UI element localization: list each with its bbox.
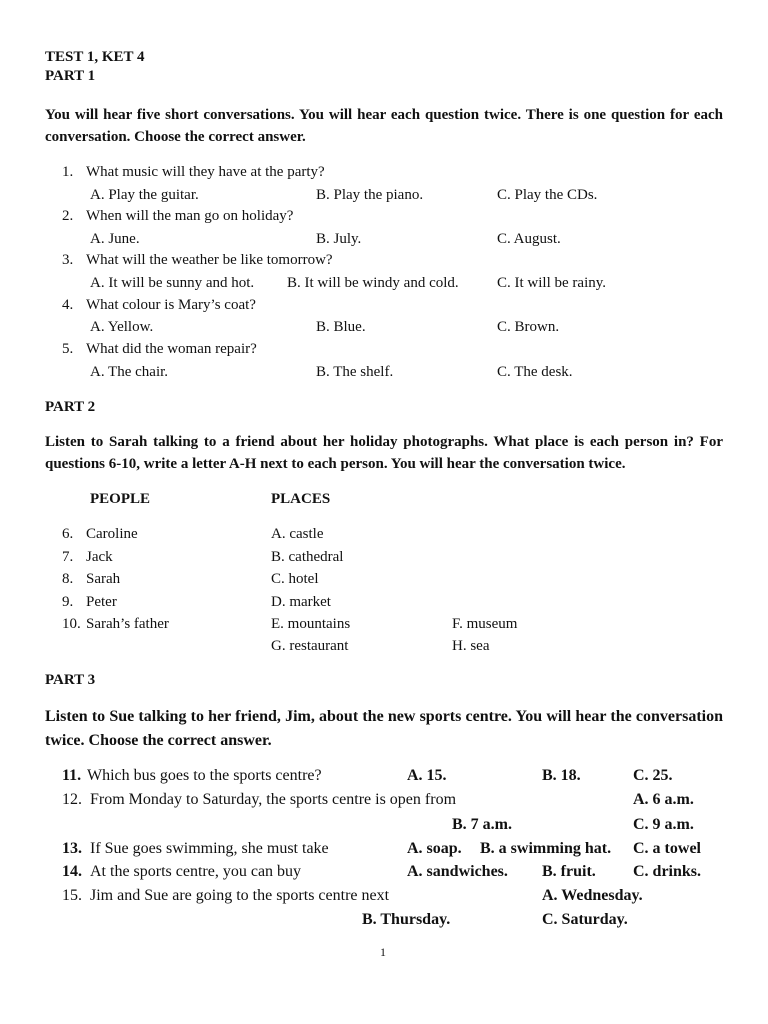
question-text: If Sue goes swimming, she must take (90, 840, 329, 857)
person-name: Caroline (86, 526, 138, 542)
option-b: B. It will be windy and cold. (287, 275, 459, 291)
question-text: What music will they have at the party? (86, 164, 325, 180)
part1-instructions: You will hear five short conversations. You will hear each question twice. There is one question for each conversation. Choose the correct answer. (45, 107, 723, 145)
person-name: Peter (86, 594, 117, 610)
option-b: B. 18. (542, 767, 581, 784)
question-number: 15. (62, 887, 82, 904)
question-text: Which bus goes to the sports centre? (87, 767, 322, 784)
question-number: 1. (62, 164, 74, 180)
page-number: 1 (380, 945, 386, 959)
option-c: C. drinks. (633, 863, 702, 880)
place-item: E. mountains (271, 616, 351, 632)
option-b: B. Thursday. (362, 911, 451, 928)
place-item: B. cathedral (271, 549, 344, 565)
option-c: C. It will be rainy. (497, 275, 607, 291)
test-title: TEST 1, KET 4 (45, 49, 145, 65)
place-item: A. castle (271, 526, 324, 542)
question-number: 4. (62, 297, 74, 313)
question-text: At the sports centre, you can buy (90, 863, 302, 880)
place-item: C. hotel (271, 571, 319, 587)
option-a: A. It will be sunny and hot. (90, 275, 255, 291)
part2-heading: PART 2 (45, 399, 96, 415)
option-a: A. The chair. (90, 364, 169, 380)
option-a: A. Wednesday. (542, 887, 643, 904)
question-text: What colour is Mary’s coat? (86, 297, 256, 313)
option-c: C. The desk. (497, 364, 573, 380)
option-c: C. 9 a.m. (633, 816, 694, 833)
question-number: 13. (62, 840, 82, 857)
person-number: 7. (62, 549, 74, 565)
part3-instructions: Listen to Sue talking to her friend, Jim, about the new sports centre. You will hear the conversation twice. Choose the correct answer. (45, 708, 723, 749)
option-a: A. sandwiches. (407, 863, 508, 880)
option-b: B. Play the piano. (316, 187, 424, 203)
question-number: 5. (62, 341, 74, 357)
person-number: 6. (62, 526, 74, 542)
option-a: A. Play the guitar. (90, 187, 199, 203)
option-c: C. Saturday. (542, 911, 628, 928)
option-c: C. 25. (633, 767, 673, 784)
option-a: A. June. (90, 231, 140, 247)
option-c: C. Play the CDs. (497, 187, 598, 203)
question-number: 11. (62, 767, 82, 784)
option-b: B. The shelf. (316, 364, 394, 380)
question-number: 2. (62, 208, 74, 224)
question-text: What did the woman repair? (86, 341, 257, 357)
person-name: Sarah’s father (86, 616, 169, 632)
person-number: 9. (62, 594, 74, 610)
part1-heading: PART 1 (45, 68, 96, 84)
place-item: G. restaurant (271, 638, 349, 654)
place-item: H. sea (452, 638, 490, 654)
option-b: B. fruit. (542, 863, 596, 880)
option-b: B. 7 a.m. (452, 816, 512, 833)
question-text: From Monday to Saturday, the sports centre is open from (90, 791, 457, 808)
question-number: 14. (62, 863, 82, 880)
question-text: When will the man go on holiday? (86, 208, 294, 224)
place-item: F. museum (452, 616, 518, 632)
option-a: A. soap. (407, 840, 462, 857)
question-text: What will the weather be like tomorrow? (86, 252, 333, 268)
option-c: C. August. (497, 231, 561, 247)
person-number: 8. (62, 571, 74, 587)
option-a: A. 15. (407, 767, 447, 784)
option-b: B. a swimming hat. (480, 840, 612, 857)
people-header: PEOPLE (90, 491, 151, 507)
option-a: A. Yellow. (90, 319, 154, 335)
option-c: C. Brown. (497, 319, 560, 335)
part3-heading: PART 3 (45, 672, 96, 688)
question-number: 12. (62, 791, 82, 808)
option-b: B. Blue. (316, 319, 366, 335)
places-header: PLACES (271, 491, 331, 507)
person-number: 10. (62, 616, 81, 632)
option-c: C. a towel (633, 840, 701, 857)
option-a: A. 6 a.m. (633, 791, 694, 808)
question-text: Jim and Sue are going to the sports centre next (90, 887, 390, 904)
place-item: D. market (271, 594, 331, 610)
question-number: 3. (62, 252, 74, 268)
option-b: B. July. (316, 231, 362, 247)
person-name: Sarah (86, 571, 121, 587)
person-name: Jack (86, 549, 113, 565)
part2-instructions: Listen to Sarah talking to a friend about her holiday photographs. What place is each person in? For questions 6-10, write a letter A-H next to each person. You will hear the conversation twice. (45, 434, 723, 472)
